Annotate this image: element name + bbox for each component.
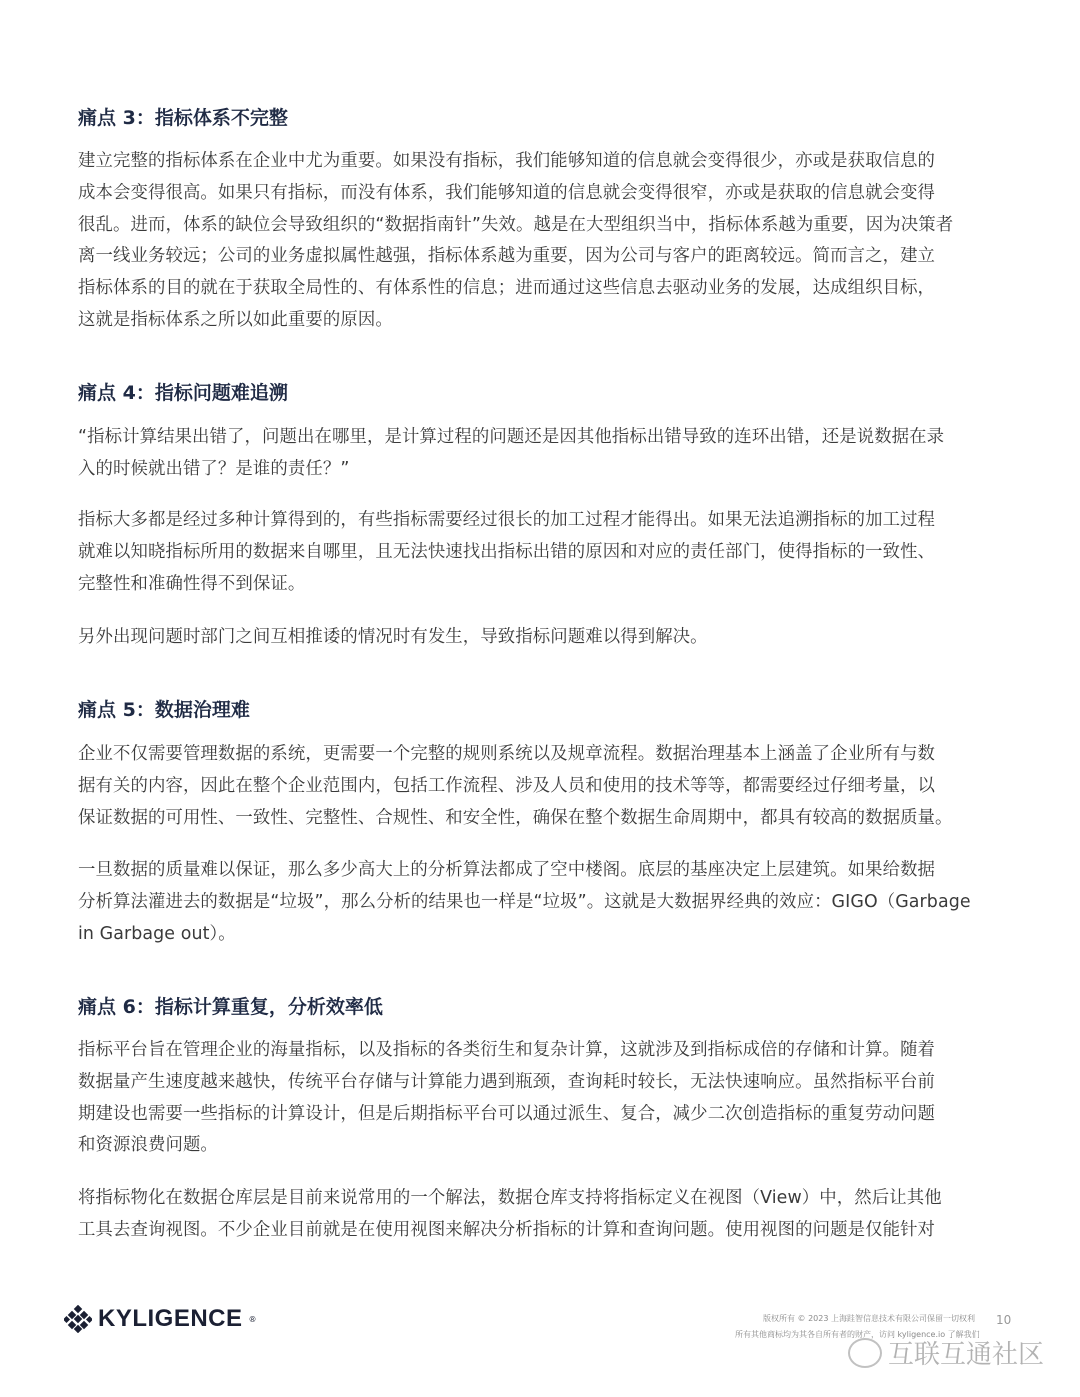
text-line: 入的时候就出错了？是谁的责任？”: [78, 458, 350, 479]
text-line: 指标大多都是经过多种计算得到的，有些指标需要经过很长的加工过程才能得出。如果无法追溯指标的加工过程: [78, 510, 936, 530]
page-number: 10: [996, 1313, 1012, 1327]
text-line: 保证数据的可用性、一致性、完整性、合规性、和安全性，确保在整个数据生命周期中，都具有较高的数据质量。: [78, 807, 953, 828]
text-line: in Garbage out）。: [78, 923, 236, 944]
text-line: 企业不仅需要管理数据的系统，更需要一个完整的规则系统以及规章流程。数据治理基本上涵盖了企业所有与数: [78, 744, 936, 764]
paragraph: [78, 1035, 1018, 1162]
text-line: “指标计算结果出错了，问题出在哪里，是计算过程的问题还是因其他指标出错导致的连环出错，还是说数据在录: [78, 427, 945, 447]
copyright-line-1: 版权所有 © 2023 上海跬智信息技术有限公司保留一切权利: [763, 1314, 975, 1323]
section-heading: 痛点 3：指标体系不完整: [78, 107, 288, 129]
text-line: 就难以知晓指标所用的数据来自哪里，且无法快速找出指标出错的原因和对应的责任部门，使得指标的一致性、: [78, 541, 936, 562]
text-line: 工具去查询视图。不少企业目前就是在使用视图来解决分析指标的计算和查询问题。使用视图的问题是仅能针对: [78, 1219, 936, 1240]
watermark-text: 互联互通社区: [888, 1340, 1045, 1370]
text-line: 期建设也需要一些指标的计算设计，但是后期指标平台可以通过派生、复合，减少二次创造指标的重复劳动问题: [78, 1103, 936, 1124]
paragraph: [78, 855, 1018, 950]
text-line: 指标平台旨在管理企业的海量指标，以及指标的各类衍生和复杂计算，这就涉及到指标成倍的存储和计算。随着: [78, 1040, 936, 1060]
paragraph: [78, 1183, 1018, 1247]
text-line: 和资源浪费问题。: [78, 1135, 218, 1156]
registered-mark: ®: [248, 1314, 257, 1324]
text-line: 成本会变得很高。如果只有指标，而没有体系，我们能够知道的信息就会变得很窄，亦或是获取的信息就会变得: [78, 182, 936, 203]
text-line: 建立完整的指标体系在企业中尤为重要。如果没有指标，我们能够知道的信息就会变得很少，亦或是获取信息的: [78, 151, 936, 171]
logo-text: KYLIGENCE: [98, 1305, 243, 1332]
text-line: 一旦数据的质量难以保证，那么多少高大上的分析算法都成了空中楼阁。底层的基座决定上层建筑。如果给数据: [78, 860, 936, 880]
section-heading: 痛点 5：数据治理难: [78, 699, 250, 721]
text-line: 指标体系的目的就在于获取全局性的、有体系性的信息；进而通过这些信息去驱动业务的发展，达成组织目标，: [78, 278, 936, 299]
section-heading: 痛点 6：指标计算重复，分析效率低: [78, 996, 383, 1018]
paragraph: [78, 146, 1018, 337]
section-heading: 痛点 4：指标问题难追溯: [78, 382, 288, 404]
paragraph: [78, 422, 1018, 486]
paragraph: [78, 739, 1018, 834]
text-line: 很乱。进而，体系的缺位会导致组织的“数据指南针”失效。越是在大型组织当中，指标体系越为重要，因为决策者: [78, 214, 954, 235]
kyligence-diamond-icon: [64, 1305, 92, 1333]
copyright-line-2: 所有其他商标均为其各自所有者的财产，访问 kyligence.io 了解我们: [735, 1330, 980, 1339]
text-line: 数据量产生速度越来越快，传统平台存储与计算能力遇到瓶颈，查询耗时较长，无法快速响应。虽然指标平台前: [78, 1071, 936, 1092]
text-line: 据有关的内容，因此在整个企业范围内，包括工作流程、涉及人员和使用的技术等等，都需要经过仔细考量，以: [78, 775, 936, 796]
watermark: [848, 1334, 1044, 1371]
text-line: 将指标物化在数据仓库层是目前来说常用的一个解法，数据仓库支持将指标定义在视图（View）中，然后让其他: [78, 1188, 942, 1208]
text-line: 离一线业务较远；公司的业务虚拟属性越强，指标体系越为重要，因为公司与客户的距离较远。简而言之，建立: [78, 246, 936, 267]
wechat-icon: [848, 1338, 882, 1368]
kyligence-logo: [64, 1305, 257, 1333]
paragraph: [78, 622, 1018, 654]
text-line: 这就是指标体系之所以如此重要的原因。: [78, 309, 393, 330]
text-line: 完整性和准确性得不到保证。: [78, 573, 306, 594]
paragraph: [78, 505, 1018, 600]
text-line: 分析算法灌进去的数据是“垃圾”，那么分析的结果也一样是“垃圾”。这就是大数据界经典的效应：GIGO（Garbage: [78, 891, 971, 912]
text-line: 另外出现问题时部门之间互相推诿的情况时有发生，导致指标问题难以得到解决。: [78, 627, 708, 647]
